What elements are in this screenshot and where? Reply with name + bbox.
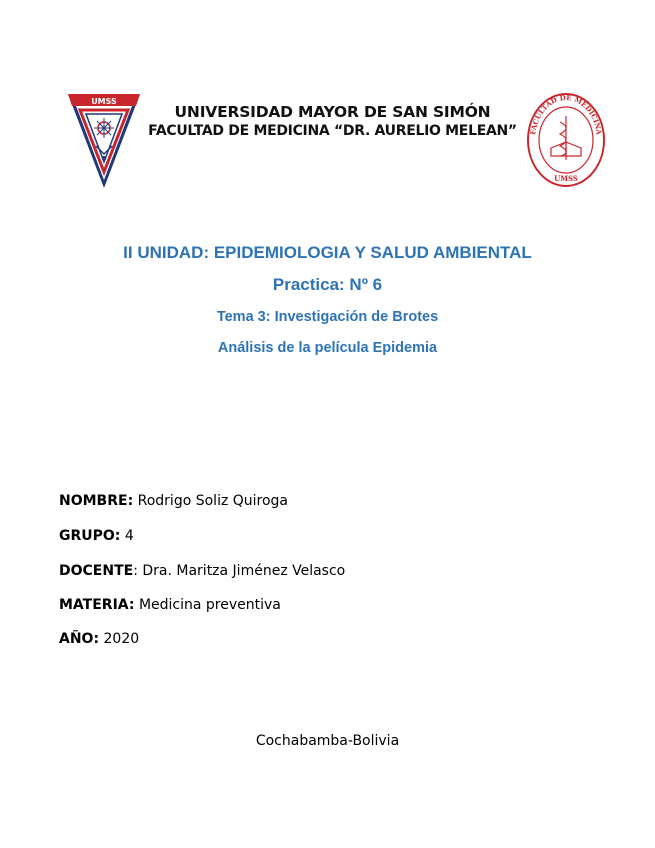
info-label: NOMBRE: <box>59 493 134 509</box>
faculty-name: FACULTAD DE MEDICINA “DR. AURELIO MELEAN” <box>148 123 517 139</box>
info-value: Medicina preventiva <box>138 597 281 613</box>
unit-title: II UNIDAD: EPIDEMIOLOGIA Y SALUD AMBIENTAL <box>123 243 532 262</box>
location-footer: Cochabamba-Bolivia <box>255 733 400 749</box>
seal-top-text: FACULTAD DE MEDICINA <box>528 92 604 136</box>
info-label: GRUPO: <box>59 528 121 544</box>
seal-bottom-text: UMSS <box>554 174 578 183</box>
info-label: DOCENTE <box>59 563 134 579</box>
info-label: AÑO: <box>59 631 100 647</box>
topic-title: Tema 3: Investigación de Brotes <box>216 309 439 325</box>
info-row-materia <box>59 597 281 613</box>
info-row-grupo <box>59 528 134 544</box>
umss-shield-logo <box>66 92 142 190</box>
info-value: : Dra. Maritza Jiménez Velasco <box>133 563 346 579</box>
info-value: 4 <box>124 528 134 544</box>
umss-shield-text: UMSS <box>91 97 117 106</box>
info-value: Rodrigo Soliz Quiroga <box>137 493 289 509</box>
info-row-docente <box>59 563 345 579</box>
analysis-title: Análisis de la película Epidemia <box>217 340 438 356</box>
faculty-seal-logo <box>525 90 607 188</box>
info-value: 2020 <box>103 631 140 647</box>
info-row-anio <box>59 631 139 647</box>
info-label: MATERIA: <box>59 597 135 613</box>
info-row-nombre <box>59 493 288 509</box>
institution-header <box>140 103 525 141</box>
university-name: UNIVERSIDAD MAYOR DE SAN SIMÓN <box>174 103 491 121</box>
practice-title: Practica: Nº 6 <box>272 275 383 294</box>
